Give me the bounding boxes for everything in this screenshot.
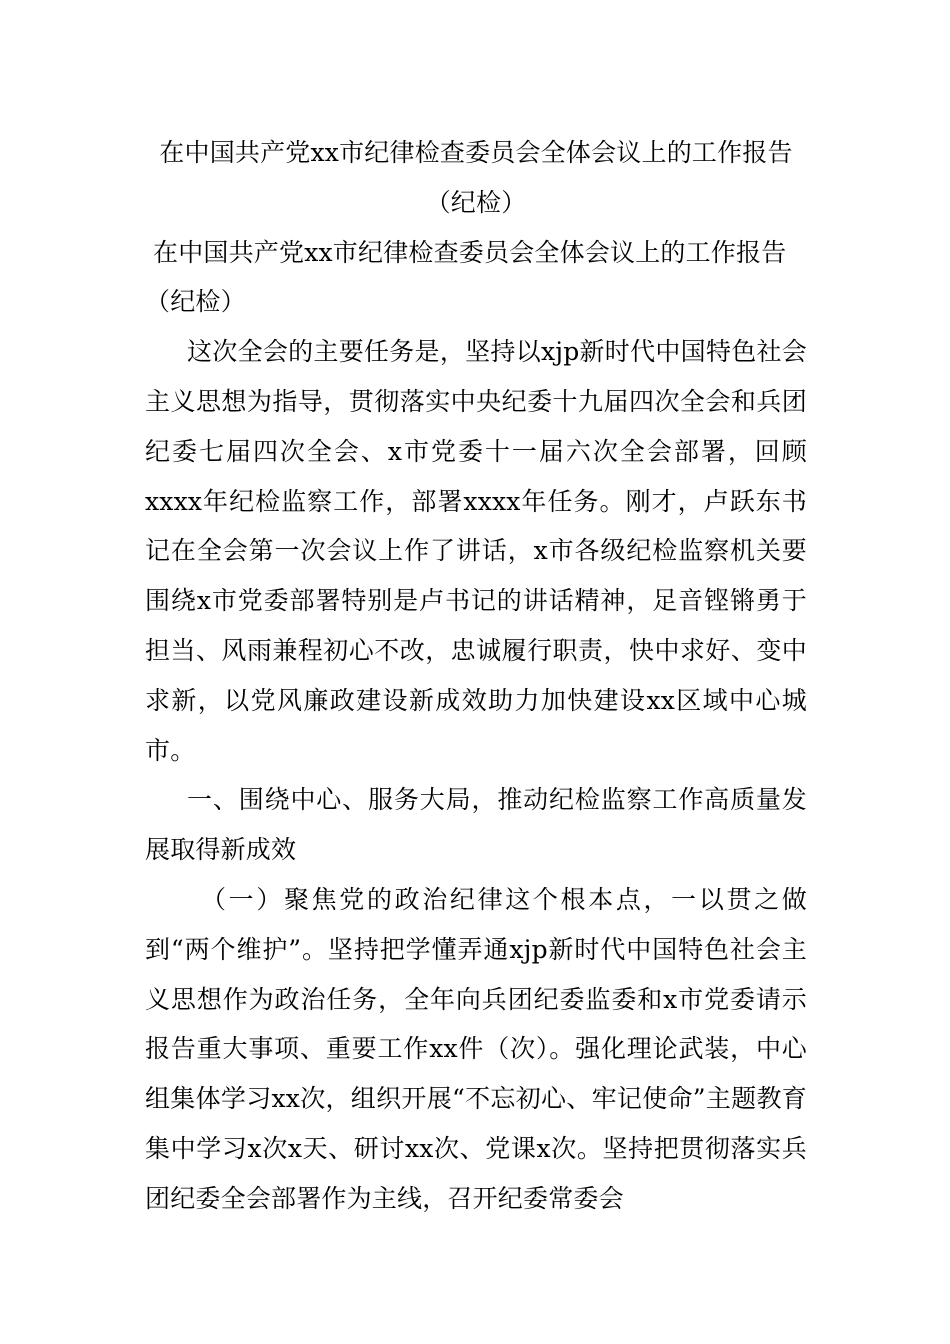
paragraph-subsection-1: （一）聚焦党的政治纪律这个根本点，一以贯之做到“两个维护”。坚持把学懂弄通xjp新时代中国特色社会主义思想作为政治任务，全年向兵团纪委监委和x市党委请示报告重大事项、重要工作xx件（次）。强化理论武装，中心组集体学习xx次，组织开展“不忘初心、牢记使命”主题教育集中学习x次x天、研讨xx次、党课x次。坚持把贯彻落实兵团纪委全会部署作为主线，召开纪委常委会 (145, 884, 807, 1213)
section-heading-1: 一、围绕中心、服务大局，推动纪检监察工作高质量发展取得新成效 (145, 785, 807, 865)
paragraph-intro: 这次全会的主要任务是，坚持以xjp新时代中国特色社会主义思想为指导，贯彻落实中央纪委十九届四次全会和兵团纪委七届四次全会、x市党委十一届六次全会部署，回顾xxxx年纪检监察工作，部署xxxx年任务。刚才，卢跃东书记在全会第一次会议上作了讲话，x市各级纪检监察机关要围绕x市党委部署特别是卢书记的讲话精神，足音铿锵勇于担当、风雨兼程初心不改，忠诚履行职责，快中求好、变中求新，以党风廉政建设新成效助力加快建设xx区域中心城市。 (145, 337, 807, 765)
document-body (145, 128, 807, 1224)
document-title-line2: （纪检） (425, 187, 527, 217)
document-title-line1: 在中国共产党xx市纪律检查委员会全体会议上的工作报告 (159, 138, 793, 167)
document-title-repeat: 在中国共产党xx市纪律检查委员会全体会议上的工作报告（纪检） (145, 237, 787, 317)
